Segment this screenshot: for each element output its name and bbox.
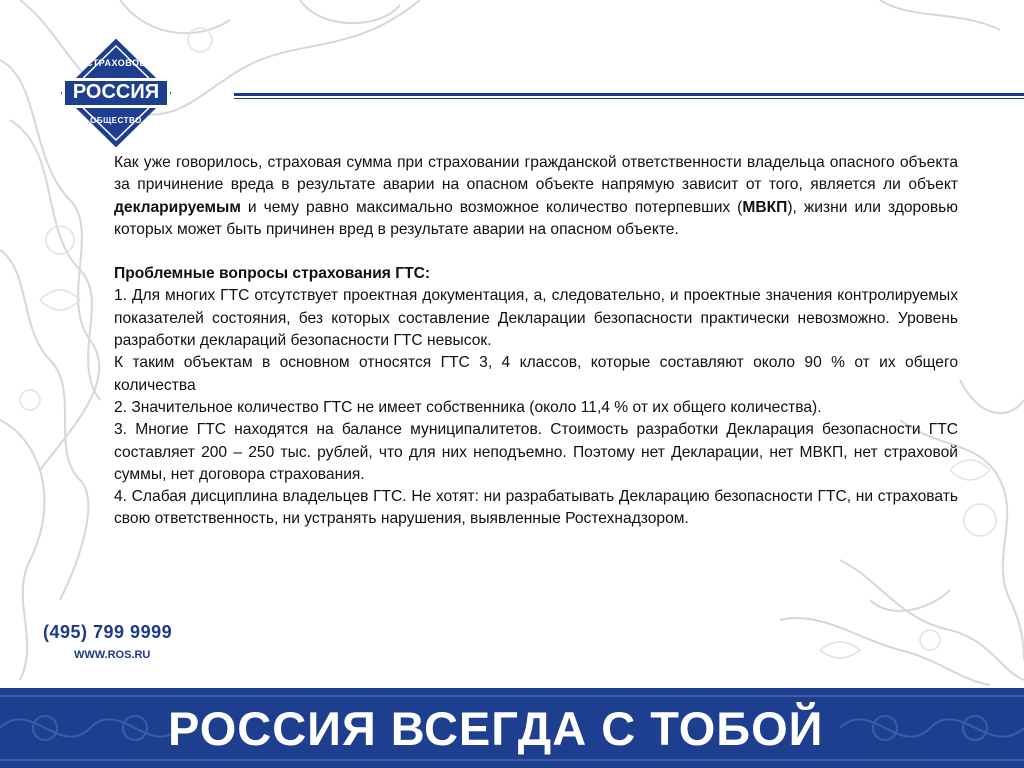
slogan-text: РОССИЯ ВСЕГДА С ТОБОЙ	[168, 702, 824, 755]
intro-paragraph: Как уже говорилось, страховая сумма при страховании гражданской ответственности владельца опасного объекта за причинение вреда в результате аварии на опасном объекте напрямую зависит от того, является ли объект декларируемым и чему равно максимально возможное количество потерпевших (МВКП), жизни или здоровью которых может быть причинен вред в результате аварии на опасном объекте.	[114, 154, 958, 238]
website-url: WWW.ROS.RU	[74, 649, 151, 661]
list-item-4: 4. Слабая дисциплина владельцев ГТС. Не хотят: ни разрабатывать Декларацию безопасности ГТС, ни страховать свою ответственность, ни устранять нарушения, выявленные Ростехнадзором.	[114, 488, 958, 528]
header-divider	[234, 93, 1024, 99]
phone-number: (495) 799 9999	[43, 622, 173, 642]
list-item-3: 3. Многие ГТС находятся на балансе муниципалитетов. Стоимость разработки Декларация безопасности ГТС составляет 200 – 250 тыс. рублей, что для них неподъемно. Поэтому нет Декларации, нет МВКП, нет страховой суммы, нет договора страхования.	[114, 421, 958, 483]
list-item-1: 1. Для многих ГТС отсутствует проектная документация, а, следовательно, и проектные значения контролируемых показателей состояния, без которых составление Декларации безопасности практически невозможно. Уровень разработки деклараций безопасности ГТС невысок.	[114, 287, 958, 350]
main-text	[114, 152, 958, 531]
section-heading: Проблемные вопросы страхования ГТС:	[114, 265, 431, 283]
list-item-1-note: К таким объектам в основном относятся ГТС 3, 4 классов, которые составляют около 90 % от их общего количества	[114, 354, 958, 394]
list-item-2: 2. Значительное количество ГТС не имеет собственника (около 11,4 % от их общего количества).	[114, 398, 822, 416]
footer-banner	[0, 688, 1024, 768]
logo-bottom-text: ОБЩЕСТВО	[90, 116, 142, 125]
logo-main-text: РОССИЯ	[72, 81, 160, 103]
company-logo	[58, 38, 174, 148]
declared-term: декларируемым	[114, 198, 241, 216]
mvkp-term: МВКП	[742, 198, 788, 216]
logo-top-text: СТРАХОВОЕ	[85, 58, 147, 68]
